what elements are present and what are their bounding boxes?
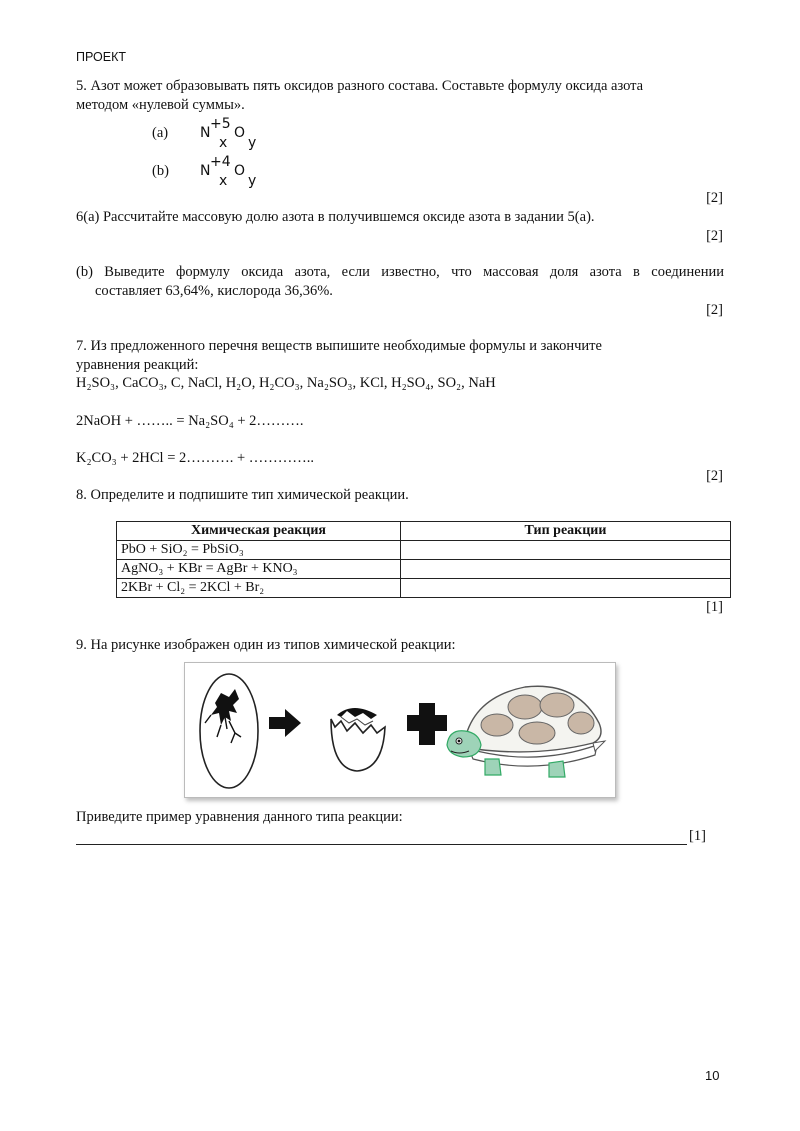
reaction-cell: PbO + SiO₂ = PbSiO₃ [117,541,401,560]
type-cell[interactable] [401,579,731,598]
q6b-text-line1: (b) Выведите формулу оксида азота, если известно, что массовая доля азота в соединении [76,264,724,280]
broken-shell-icon [331,708,385,771]
formula-sub-y: y [248,173,257,189]
reaction-cell: 2KBr + Cl₂ = 2KCl + Br₂ [117,579,401,598]
q6b-text-line2: составляет 63,64%, кислорода 36,36%. [95,283,333,299]
formula-oxidation: +4 [210,154,231,170]
table-row [117,541,731,560]
type-cell[interactable] [401,560,731,579]
q6a-text: 6(a) Рассчитайте массовую долю азота в получившемся оксиде азота в задании 5(a). [76,209,595,225]
q7-text-line2: уравнения реакций: [76,357,199,373]
formula-sub-x: x [219,173,228,189]
q6b-mark: [2] [706,302,723,318]
q8-mark: [1] [706,599,723,615]
reaction-table [116,521,731,598]
table-row [117,560,731,579]
q6a-mark: [2] [706,228,723,244]
cracking-egg-icon [200,674,258,788]
plus-icon [407,703,447,745]
header-reaction: Химическая реакция [117,522,401,541]
q5-item-a-label: (a) [152,125,169,141]
q5-text-line1: 5. Азот может образовывать пять оксидов разного состава. Составьте формулу оксида азота [76,78,644,94]
formula-oxygen: O [234,163,246,179]
formula-sub-y: y [248,135,257,151]
q9-prompt: Приведите пример уравнения данного типа реакции: [76,809,403,825]
turtle-icon [447,686,605,777]
header-label: ПРОЕКТ [76,50,127,64]
q5-mark: [2] [706,190,723,206]
reaction-cell: AgNO₃ + KBr = AgBr + KNO₃ [117,560,401,579]
q5-text-line2: методом «нулевой суммы». [76,97,245,113]
answer-line[interactable] [76,844,687,845]
page-number: 10 [705,1068,720,1083]
type-cell[interactable] [401,541,731,560]
q9-mark: [1] [689,828,706,844]
q5-item-b-label: (b) [152,163,169,179]
formula-oxidation: +5 [210,116,231,132]
q5-item-b-formula [200,156,270,190]
arrow-icon [269,709,301,737]
q7-text-line1: 7. Из предложенного перечня веществ выпишите необходимые формулы и закончите [76,338,602,354]
header-type: Тип реакции [401,522,731,541]
formula-sub-x: x [219,135,228,151]
q7-equation2: K₂CO₃ + 2HCl = 2………. + ………….. [76,450,315,466]
q8-text: 8. Определите и подпишите тип химической реакции. [76,487,409,503]
reaction-picture [184,662,616,798]
table-row [117,579,731,598]
table-header-row [117,522,731,541]
formula-element: N [200,163,211,179]
q5-item-a-formula [200,118,270,152]
q9-text: 9. На рисунке изображен один из типов химической реакции: [76,637,456,653]
q7-equation1: 2NaOH + …….. = Na₂SO₄ + 2………. [76,413,304,429]
q7-substances: H₂SO₃, CaCO₃, C, NaCl, H₂O, H₂CO₃, Na₂SO₃, KCl, H₂SO₄, SO₂, NaH [76,375,496,391]
formula-element: N [200,125,211,141]
q7-mark: [2] [706,468,723,484]
formula-oxygen: O [234,125,246,141]
